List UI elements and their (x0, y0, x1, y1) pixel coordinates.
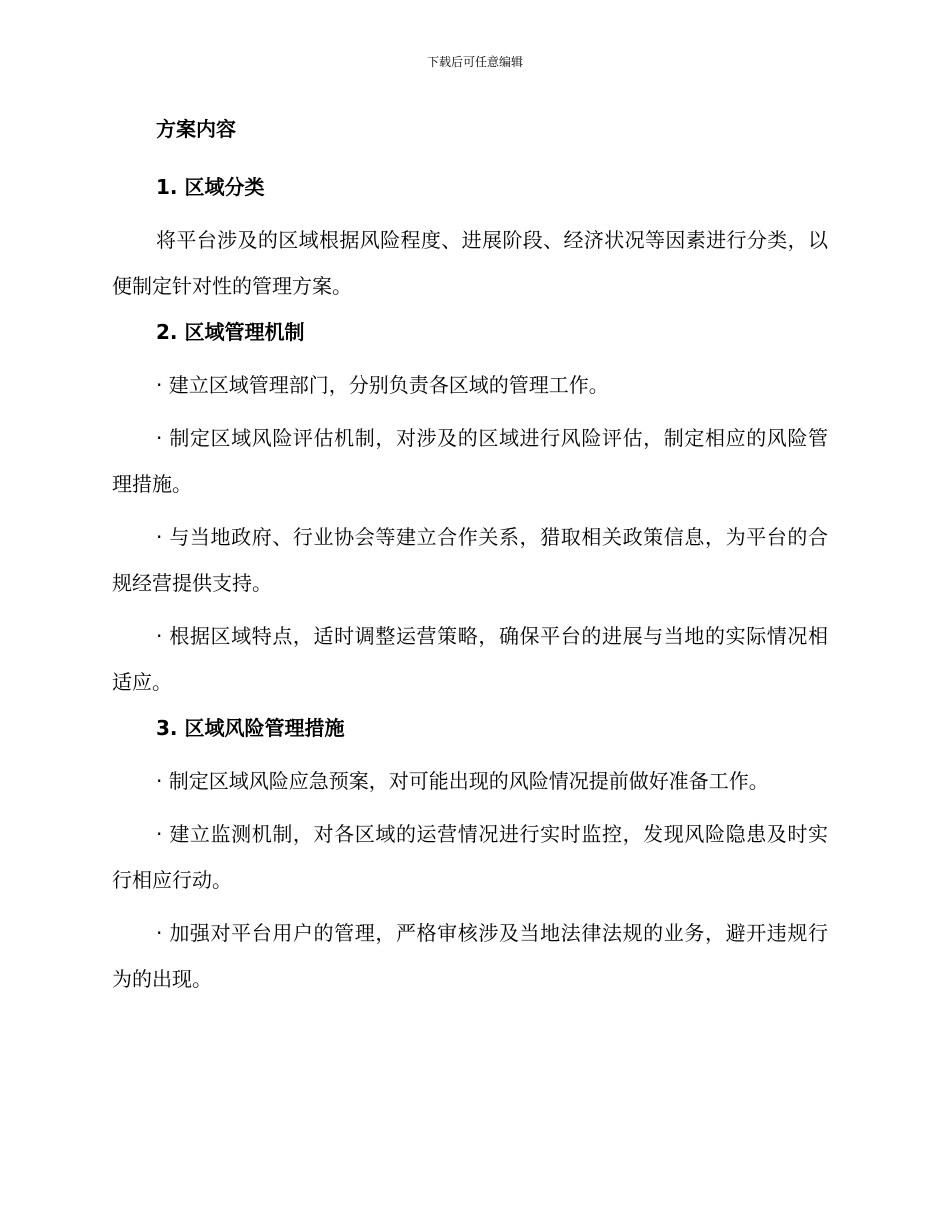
section-2-paragraph-4: · 根据区域特点，适时调整运营策略，确保平台的进展与当地的实际情况相适应。 (112, 624, 828, 694)
section-2-paragraph-1: · 建立区域管理部门，分别负责各区域的管理工作。 (156, 373, 609, 397)
section-heading-3: 3. 区域风险管理措施 (156, 716, 345, 740)
document-title: 方案内容 (156, 117, 236, 141)
section-3-paragraph-2: · 建立监测机制，对各区域的运营情况进行实时监控，发现风险隐患及时实行相应行动。 (112, 822, 828, 892)
section-heading-1: 1. 区域分类 (156, 175, 265, 199)
document-body (112, 113, 828, 1002)
section-2-paragraph-2: · 制定区域风险评估机制，对涉及的区域进行风险评估，制定相应的风险管理措施。 (112, 426, 828, 496)
section-1-paragraph-1: 将平台涉及的区域根据风险程度、进展阶段、经济状况等因素进行分类，以便制定针对性的管理方案。 (112, 228, 828, 298)
section-2-paragraph-3: · 与当地政府、行业协会等建立合作关系，猎取相关政策信息，为平台的合规经营提供支持。 (112, 525, 828, 595)
section-3-paragraph-1: · 制定区域风险应急预案，对可能出现的风险情况提前做好准备工作。 (156, 769, 769, 793)
page-header: 下载后可任意编辑 (426, 55, 523, 69)
section-heading-2: 2. 区域管理机制 (156, 320, 305, 344)
section-3-paragraph-3: · 加强对平台用户的管理，严格审核涉及当地法律法规的业务，避开违规行为的出现。 (112, 921, 828, 991)
